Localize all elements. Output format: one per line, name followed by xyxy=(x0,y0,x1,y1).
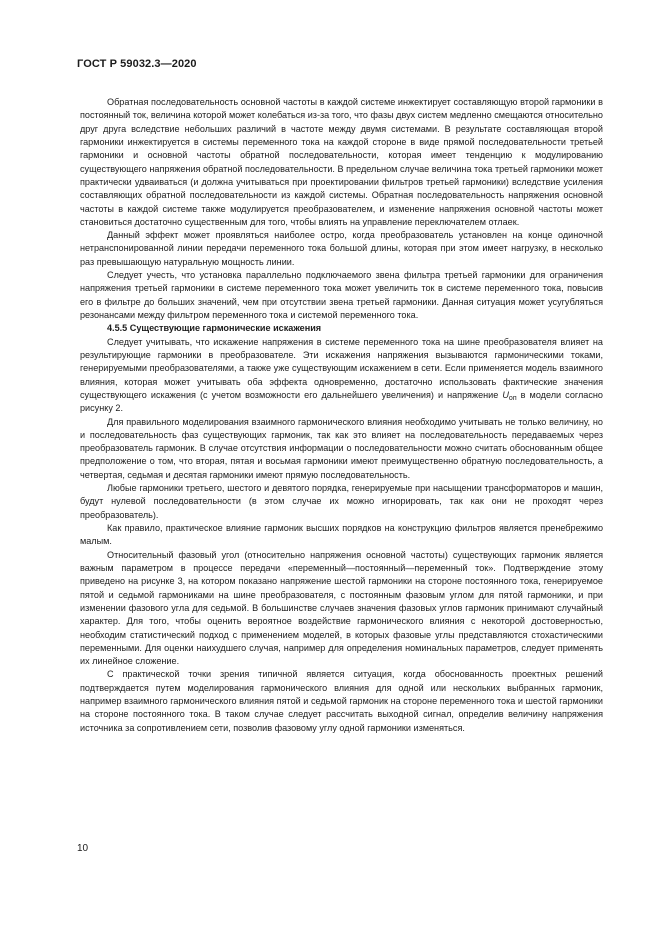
paragraph: Относительный фазовый угол (относительно напряжения основной частоты) существующих гармоник является важным параметром в процессе передачи «переменный—постоянный—переменный ток». Подтверждение этому приведено на рисунке 3, на котором показано напряжение шестой гармоники на стороне постоянного тока, генерируемое пятой и седьмой гармониками на шине преобразователя, с постоянным фазовым углом для пятой гармоники, и при изменении фазового угла для седьмой. В большинстве случаев значения фазовых углов гармоник принимают случайный характер. Для того, чтобы оценить вероятное воздействие гармонического влияния с некоторой достоверностью, необходим статистический подход с применением моделей, в которых фазовые углы представляются стохастическими переменными. Для оценки наихудшего случая, например для определения номинальных параметров, следует применять их линейное сложение. xyxy=(80,549,603,667)
paragraph-text: в модели согласно рисунку 2. xyxy=(80,389,603,414)
voltage-symbol: U xyxy=(502,389,509,400)
paragraph: Следует учесть, что установка параллельно подключаемого звена фильтра третьей гармоники для ограничения напряжения третьей гармоники в системе переменного тока может увеличить ток в системе переменного тока, повысив его в фильтре до больших значений, чем при отсутствии звена третьей гармоники. Данная ситуация может усугубляться резонансами между фильтром переменного тока и системой переменного тока. xyxy=(80,270,603,320)
paragraph: С практической точки зрения типичной является ситуация, когда обоснованность проектных решений подтверждается путем моделирования гармонического влияния для одной или нескольких выбранных гармоник, например взаимного гармонического влияния пятой и седьмой гармоник на стороне переменного тока и шестой гармоники на стороне постоянного тока. В таком случае следует рассчитать выходной сигнал, определив величину напряжения источника за сопротивлением сети, позволив фазовому углу одной гармоники изменяться. xyxy=(80,669,603,733)
section-title: Существующие гармонические искажения xyxy=(129,323,322,334)
page-number: 10 xyxy=(77,843,89,854)
standard-header: ГОСТ Р 59032.3—2020 xyxy=(77,58,197,70)
paragraph: Как правило, практическое влияние гармоник высших порядков на конструкцию фильтров является пренебрежимо малым. xyxy=(80,523,603,547)
paragraph: Данный эффект может проявляться наиболее остро, когда преобразователь установлен на конце одиночной нетранспонированной линии передачи переменного тока большой длины, которая при этом имеет нагрузку, в несколько раз превышающую натуральную мощность линии. xyxy=(80,230,603,267)
paragraph: Любые гармоники третьего, шестого и девятого порядка, генерируемые при насыщении трансформаторов и машин, будут нулевой последовательности (в этом случае их можно игнорировать, так как они не проходят через преобразователь). xyxy=(80,483,603,520)
section-heading xyxy=(80,322,603,335)
paragraph xyxy=(80,336,603,416)
document-body xyxy=(80,96,603,735)
paragraph-text: Следует учитывать, что искажение напряжения в системе переменного тока на шине преобразователя влияет на результирующие гармоники в преобразователе. Эти искажения напряжения вызываются гармоническими токами, генерируемыми преобразователями, а также уже существующим искажением в сети. Если применяется модель взаимного влияния, которая может учитывать оба эффекта одновременно, достаточно использовать фактические значения существующего искажения (с учетом возможности его дальнейшего увеличения) и напряжение xyxy=(80,336,603,400)
voltage-subscript: оп xyxy=(508,394,517,402)
paragraph: Для правильного моделирования взаимного гармонического влияния необходимо учитывать не только величину, но и последовательность фаз существующих гармоник, так как это влияет на последовательность передаваемых через преобразователь гармоник. В случае отсутствия информации о последовательности можно считать обоснованным общее предположение о том, что вторая, пятая и восьмая гармоники имеют преимущественно обратную последовательность, а четвертая, седьмая и десятая гармоники имеют прямую последовательность. xyxy=(80,416,603,480)
section-number: 4.5.5 xyxy=(107,323,128,334)
paragraph: Обратная последовательность основной частоты в каждой системе инжектирует составляющую второй гармоники в постоянный ток, величина которой может колебаться из-за того, что фазы двух систем медленно смещаются относительно друг друга вследствие небольших различий в частоте между двумя системами. В результате составляющая второй гармоники инжектируется в системы переменного тока на каждой стороне в виде прямой последовательности третьей гармоники и основной частоты обратной последовательности, которая имеет тенденцию к модулированию существующего напряжения обратной последовательности. В предельном случае величина тока третьей гармоники может практически удваиваться (и должна учитываться при проектировании фильтров третьей гармоники) вследствие усиления составляющих обратной последовательности из каждой системы. Обратная последовательность напряжения основной частоты в каждой системе также модулируется преобразователем, и изменение напряжения основной частоты может становиться достаточно существенным для того, чтобы влиять на управление переключателем отлаек. xyxy=(80,97,603,227)
